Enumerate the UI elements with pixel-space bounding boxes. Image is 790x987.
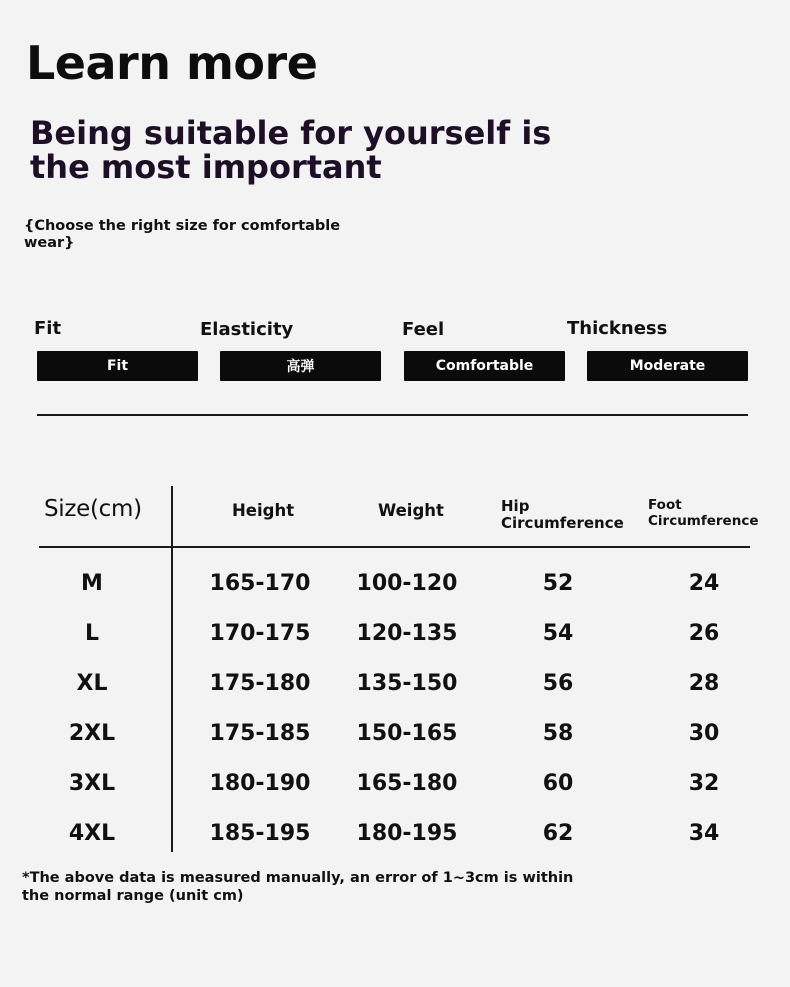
- column-header-weight: Weight: [378, 501, 444, 520]
- table-cell-weight: 150-165: [356, 721, 458, 746]
- table-cell-size: XL: [76, 671, 108, 696]
- column-header-height: Height: [232, 501, 295, 520]
- column-header-size: Size(cm): [44, 496, 142, 522]
- column-header-hip: Hip Circumference: [501, 497, 624, 532]
- table-cell-height: 185-195: [209, 821, 311, 846]
- table-cell-weight: 180-195: [356, 821, 458, 846]
- table-cell-hip: 56: [542, 671, 574, 696]
- table-cell-weight: 135-150: [356, 671, 458, 696]
- attr-label-fit: Fit: [34, 318, 62, 339]
- table-cell-foot: 24: [688, 571, 720, 596]
- table-cell-hip: 52: [542, 571, 574, 596]
- table-cell-hip: 58: [542, 721, 574, 746]
- table-cell-hip: 60: [542, 771, 574, 796]
- attr-value-elasticity: 高弹: [220, 351, 381, 381]
- section-divider: [37, 414, 748, 416]
- table-cell-size: 2XL: [68, 721, 116, 746]
- table-cell-foot: 30: [688, 721, 720, 746]
- table-cell-size: M: [81, 571, 103, 596]
- attr-value-fit: Fit: [37, 351, 198, 381]
- table-cell-size: 4XL: [68, 821, 116, 846]
- attr-label-thickness: Thickness: [567, 318, 668, 339]
- attr-label-feel: Feel: [402, 319, 445, 340]
- table-cell-size: 3XL: [68, 771, 116, 796]
- table-cell-size: L: [84, 621, 100, 646]
- size-chart-table: [40, 484, 759, 854]
- table-cell-hip: 54: [542, 621, 574, 646]
- attr-value-feel: Comfortable: [404, 351, 565, 381]
- table-cell-hip: 62: [542, 821, 574, 846]
- table-cell-foot: 32: [688, 771, 720, 796]
- table-cell-weight: 120-135: [356, 621, 458, 646]
- table-header-divider: [39, 546, 750, 548]
- table-cell-foot: 34: [688, 821, 720, 846]
- table-cell-height: 180-190: [209, 771, 311, 796]
- table-cell-foot: 26: [688, 621, 720, 646]
- table-cell-height: 170-175: [209, 621, 311, 646]
- table-cell-height: 175-185: [209, 721, 311, 746]
- attr-label-elasticity: Elasticity: [200, 319, 294, 340]
- table-cell-weight: 165-180: [356, 771, 458, 796]
- table-cell-height: 165-170: [209, 571, 311, 596]
- table-cell-height: 175-180: [209, 671, 311, 696]
- column-header-foot: Foot Circumference: [648, 497, 759, 529]
- size-advice-note: {Choose the right size for comfortable wear}: [24, 218, 341, 251]
- page-title: Learn more: [26, 36, 318, 90]
- attr-value-thickness: Moderate: [587, 351, 748, 381]
- table-column-divider: [171, 486, 173, 852]
- table-cell-foot: 28: [688, 671, 720, 696]
- table-cell-weight: 100-120: [356, 571, 458, 596]
- page-subtitle: Being suitable for yourself is the most important: [30, 114, 552, 186]
- measurement-footnote: *The above data is measured manually, an error of 1~3cm is within the normal range (unit cm): [22, 870, 574, 904]
